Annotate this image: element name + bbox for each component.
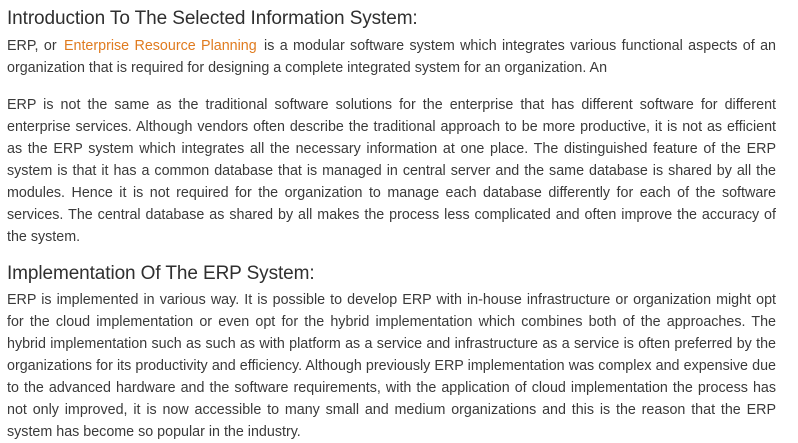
intro-paragraph-1-text-before: ERP, or (7, 38, 62, 54)
section-spacer (7, 248, 776, 262)
intro-paragraph-1 (7, 35, 776, 79)
section-heading-implementation: Implementation Of The ERP System: (7, 263, 315, 284)
enterprise-resource-planning-link[interactable]: Enterprise Resource Planning (63, 38, 257, 54)
section-heading-introduction: Introduction To The Selected Information System: (7, 8, 418, 29)
intro-paragraph-2: ERP is not the same as the traditional software solutions for the enterprise that has different software for different enterprise services. Although vendors often describe the traditional approach to be more productive, it is not as efficient as the ERP system which integrates all the necessary information at one place. The distinguished feature of the ERP system is that it has a common database that is managed in central server and the same database is shared by all the modules. Hence it is not required for the organization to manage each database differently for each of the software services. The central database as shared by all makes the process less complicated and often improve the accuracy of the system. (7, 97, 776, 245)
intro-paragraph-1-text-after: is a modular software system which integrates various functional aspects of an organization that is required for designing a complete integrated system for an organization. An (7, 38, 776, 76)
implementation-paragraph: ERP is implemented in various way. It is possible to develop ERP with in-house infrastructure or organization might opt for the cloud implementation or even opt for the hybrid implementation which combines both of the approaches. The hybrid implementation such as such as with platform as a service and infrastructure as a service is often preferred by the organizations for its productivity and efficiency. Although previously ERP implementation was complex and expensive due to the advanced hardware and the software requirements, with the application of cloud implementation the process has not only improved, it is now accessible to many small and medium organizations and this is the reason that the ERP system has become so popular in the industry. (7, 292, 776, 440)
